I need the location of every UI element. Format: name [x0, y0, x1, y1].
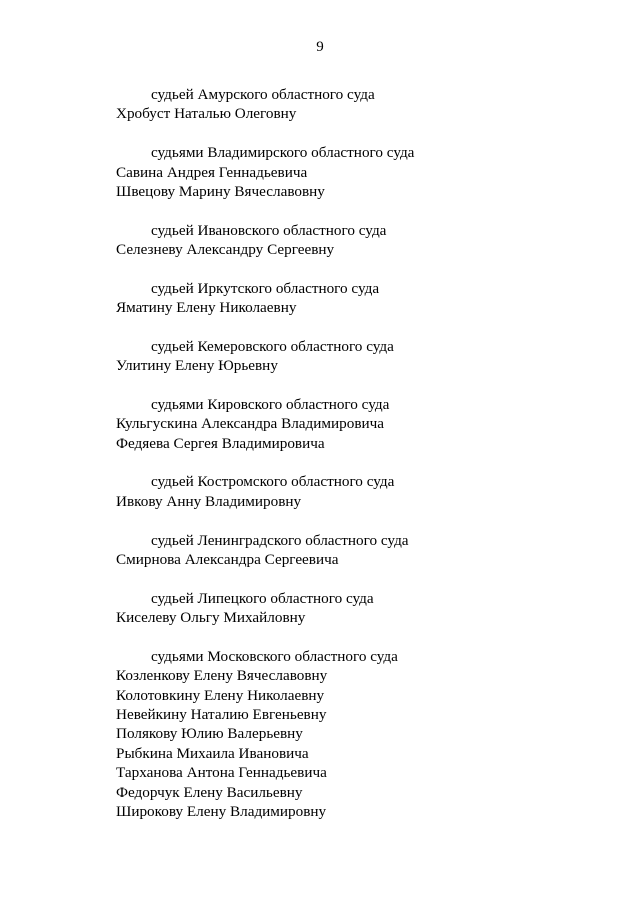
court-block-amur	[116, 85, 576, 124]
judge-name: Невейкину Наталию Евгеньевну	[116, 706, 327, 724]
court-heading: судьей Ленинградского областного суда	[151, 531, 409, 549]
court-heading: судьей Ивановского областного суда	[151, 221, 387, 239]
court-heading: судьей Амурского областного суда	[151, 86, 375, 103]
court-block-leningrad	[116, 531, 576, 570]
judge-name: Смирнова Александра Сергеевича	[116, 550, 339, 568]
page-number: 9	[316, 39, 324, 55]
court-heading: судьей Липецкого областного суда	[151, 589, 374, 607]
judge-name: Полякову Юлию Валерьевну	[116, 725, 303, 743]
judge-name: Кульгускина Александра Владимировича	[116, 415, 385, 433]
court-heading: судьями Кировского областного суда	[151, 395, 390, 413]
court-heading: судьями Владимирского областного суда	[151, 144, 415, 162]
judge-name: Хробуст Наталью Олеговну	[116, 105, 297, 123]
judge-name: Ивкову Анну Владимировну	[116, 492, 302, 510]
judge-name: Федорчук Елену Васильевну	[116, 783, 303, 801]
court-block-kirov	[116, 395, 576, 453]
judge-name: Федяева Сергея Владимировича	[116, 434, 325, 452]
judge-name: Улитину Елену Юрьевну	[116, 357, 278, 375]
court-block-moscow	[116, 647, 576, 822]
court-block-vladimir	[116, 143, 576, 201]
court-heading: судьями Московского областного суда	[151, 647, 398, 665]
judge-name: Широкову Елену Владимировну	[116, 803, 327, 821]
court-block-ivanovo	[116, 221, 576, 260]
court-block-kostroma	[116, 472, 576, 511]
judge-name: Селезневу Александру Сергеевну	[116, 241, 335, 259]
judge-name: Яматину Елену Николаевну	[116, 299, 297, 317]
judge-name: Рыбкина Михаила Ивановича	[116, 744, 309, 762]
appointment-list	[116, 85, 576, 841]
judge-name: Савина Андрея Геннадьевича	[116, 163, 308, 181]
judge-name: Колотовкину Елену Николаевну	[116, 686, 325, 704]
judge-name: Швецову Марину Вячеславовну	[116, 182, 325, 200]
court-block-kemerovo	[116, 337, 576, 376]
court-block-irkutsk	[116, 279, 576, 318]
judge-name: Тарханова Антона Геннадьевича	[116, 764, 327, 782]
court-block-lipetsk	[116, 589, 576, 628]
court-heading: судьей Иркутского областного суда	[151, 279, 380, 297]
court-heading: судьей Костромского областного суда	[151, 473, 395, 491]
court-heading: судьей Кемеровского областного суда	[151, 337, 394, 355]
judge-name: Козленкову Елену Вячеславовну	[116, 667, 328, 685]
judge-name: Киселеву Ольгу Михайловну	[116, 609, 306, 627]
